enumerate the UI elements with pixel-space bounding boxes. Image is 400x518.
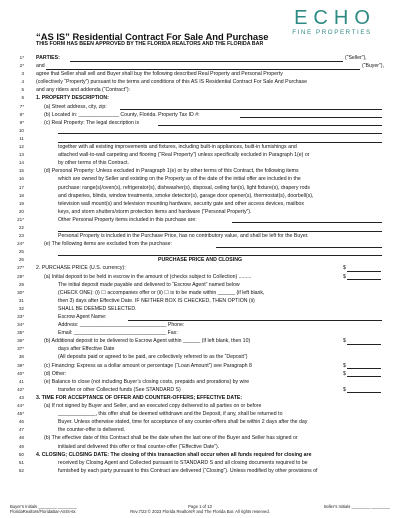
contract-line [0,297,400,305]
contract-line [0,167,400,175]
line-number: 18 [18,192,24,198]
amount-field[interactable] [343,386,383,394]
contract-line [0,451,400,459]
seller-initials: Seller’s Initials ________ ________ [323,504,390,509]
dollar-sign: $ [343,370,346,377]
line-number: 27* [17,265,24,271]
contract-line [0,208,400,216]
contract-line [0,86,400,94]
party-role-label: (“Buyer”), [362,63,384,70]
line-number: 35* [17,330,24,336]
amount-field[interactable] [343,264,383,272]
contract-line [0,94,400,102]
contract-line [0,345,400,353]
contract-line [0,386,400,394]
line-text: together with all existing improvements and fixtures, including built-in appliances, built-in furnishings and [58,144,297,151]
dollar-sign: $ [343,265,346,272]
contract-line [0,175,400,183]
contract-line [0,370,400,378]
amount-field[interactable] [343,362,383,370]
contract-line [0,78,400,86]
contract-line [0,434,400,442]
line-number: 8* [19,111,24,117]
line-number: 33* [17,314,24,319]
dollar-sign: $ [343,338,346,345]
contract-line [0,240,400,248]
contract-line [0,418,400,426]
contract-line [0,443,400,451]
line-text: and [36,63,45,70]
contract-line [0,410,400,418]
line-number: 16 [18,176,24,182]
line-number: 45* [17,411,24,417]
form-id: FloridaRealtors/FloridaBar-ASIS-6x [10,509,76,514]
line-number: 14 [18,160,24,166]
line-number: 37* [17,346,24,352]
line-number: 7* [19,103,24,109]
line-number: 44* [17,403,24,409]
contract-title: “AS IS” Residential Contract For Sale And Purchase [36,31,269,42]
line-number: 2* [19,63,24,69]
line-text: (a) Street address, city, zip: [44,103,107,110]
contract-line [0,248,400,256]
line-text: and draperies, blinds, window treatments, smoke detector(s), garage door opener(s), thermostat(s), doorbell(s), [58,192,314,199]
line-number: 26 [18,257,24,263]
line-text: (c) Real Property: The legal description is [44,119,140,126]
line-number: 36* [17,338,24,344]
contract-line [0,200,400,208]
logo-tagline: FINE PROPERTIES [292,29,372,36]
contract-line [0,103,400,111]
contract-line [0,321,400,329]
line-number: 23 [18,233,24,239]
line-text: 3. TIME FOR ACCEPTANCE OF OFFER AND COUNTER-OFFERS; EFFECTIVE DATE: [36,394,243,401]
line-text: (a) Initial deposit to be held in escrow in the amount of (checks subject to Collection) ......... [44,273,252,280]
line-number: 34* [17,322,24,328]
contract-line [0,426,400,434]
line-number: 31 [18,297,24,303]
contract-line [0,467,400,475]
buyer-initials: Buyer’s Initials ________ ________ [10,504,77,509]
line-text: Other Personal Property items included in this purchase are: [58,216,197,223]
line-number: 38 [18,354,24,360]
section-heading: PURCHASE PRICE AND CLOSING [158,257,242,264]
line-number: 11 [19,135,24,141]
contract-body [0,54,400,475]
contract-line [0,329,400,337]
line-text: days after Effective Date [58,346,115,353]
page-number: Page 1 of 13 [188,504,212,509]
contract-line [0,256,400,264]
line-number: 51 [18,459,24,465]
line-text: initialed and delivered this offer or final counter-offer (“Effective Date”). [58,443,220,450]
line-number: 50 [18,451,24,457]
contract-subtitle: THIS FORM HAS BEEN APPROVED BY THE FLORIDA REALTORS AND THE FLORIDA BAR [36,41,264,47]
dollar-sign: $ [343,386,346,393]
line-number: 21* [17,216,24,222]
line-number: 43 [18,394,24,400]
line-text: furnished by each party pursuant to this Contract are delivered (“Closing”). Unless modified by other provisions of [58,467,318,474]
dollar-sign: $ [343,362,346,369]
line-text: attached wall-to-wall carpeting and flooring (“Real Property”) unless specifically excluded in Paragraph 1(e) or [58,152,310,159]
line-number: 19 [18,200,24,206]
contract-line [0,353,400,361]
contract-line [0,337,400,345]
line-number: 1* [19,55,24,60]
line-text: transfer or other Collected funds (See STANDARD S) [58,386,181,393]
line-number: 46 [18,419,24,425]
line-number: 48 [18,435,24,441]
line-number: 28* [17,273,24,279]
contract-line [0,135,400,143]
line-text: which are owned by Seller and existing on the Property as of the date of the initial offer are included in the [58,176,301,183]
line-number: 52 [18,467,24,473]
copyright: Rev.7/23 © 2023 Florida Realtors® and The Florida Bar. All rights reserved. [130,509,270,514]
line-text: The initial deposit made payable and delivered to “Escrow Agent” named below [58,281,240,288]
contract-line [0,216,400,224]
contract-line [0,281,400,289]
line-text: agree that Seller shall sell and Buyer shall buy the following described Real Property and Personal Property [36,71,283,78]
line-number: 49 [18,443,24,449]
contract-line [0,224,400,232]
line-number: 12 [18,144,24,150]
line-number: 42* [17,386,24,392]
line-text: (d) Personal Property: Unless excluded in Paragraph 1(e) or by other terms of this Contract, the following items [44,168,299,175]
line-text: television wall mount(s) and television mounting hardware, security gate and other access devices, mailbox [58,200,304,207]
amount-field[interactable] [343,337,383,345]
brokerage-logo [286,7,378,37]
line-text: (b) Additional deposit to be delivered to Escrow Agent within ______ (if left blank, then 10) [44,338,251,345]
amount-field[interactable] [343,273,383,281]
line-text: (collectively “Property”) pursuant to the terms and conditions of this AS IS Residential Contract For Sale And Purchase [36,79,308,86]
line-text: Address: ______________________________ Phone: [58,322,185,329]
line-text: (All deposits paid or agreed to be paid, are collectively referred to as the “Deposit”) [58,354,248,361]
line-text: received by Closing Agent and Collected pursuant to STANDARD S and all closing documents required to be [58,459,308,466]
line-text: (d) Other: [44,370,67,377]
line-text: then 3) days after Effective Date. IF NEITHER BOX IS CHECKED, THEN OPTION (ii) [58,297,255,304]
contract-line [0,313,400,321]
contract-line [0,184,400,192]
contract-line [0,62,400,70]
line-number: 10 [18,127,24,133]
amount-field[interactable] [343,370,383,378]
line-number: 9* [19,119,24,125]
line-number: 5 [21,87,24,93]
line-text: (b) The effective date of this Contract shall be the date when the last one of the Buyer and Seller has signed or [44,435,298,442]
contract-line [0,151,400,159]
line-number: 40* [17,370,24,376]
contract-line [0,111,400,119]
line-number: 4 [21,79,24,85]
contract-line [0,159,400,167]
contract-line [0,127,400,135]
dollar-sign: $ [343,273,346,280]
line-number: 13 [18,152,24,158]
line-text: (e) Balance to close (not including Buyer’s closing costs, prepaids and prorations) by wire [44,378,250,385]
contract-line [0,192,400,200]
contract-line [0,264,400,272]
contract-line [0,143,400,151]
line-number: 24* [17,241,24,247]
line-text: Email: ________________________________ Fax: [58,330,178,337]
line-number: 17 [18,184,24,190]
contract-line [0,119,400,127]
line-text: SHALL BE DEEMED SELECTED. [58,305,137,312]
contract-line [0,378,400,386]
line-text: PARTIES: [36,55,60,61]
line-number: 30* [17,289,24,295]
line-text: the counter-offer is delivered. [58,427,126,434]
line-text: by other terms of this Contract. [58,160,129,167]
contract-line [0,289,400,297]
line-number: 32 [18,305,24,311]
contract-line [0,402,400,410]
line-number: 15 [18,168,24,174]
contract-line [0,459,400,467]
line-text: 1. PROPERTY DESCRIPTION: [36,95,109,102]
logo-wordmark: ECHO [294,7,376,29]
line-text: Personal Property is included in the Purchase Price, has no contributory value, and shall be left for the Buyer. [58,233,309,240]
contract-line [0,54,400,62]
line-number: 22 [18,224,24,230]
contract-line [0,362,400,370]
line-number: 39* [17,362,24,368]
line-text: (b) Located in: ______________ County, Florida. Property Tax ID #: [44,111,200,118]
contract-line [0,305,400,313]
line-number: 20 [18,208,24,214]
line-text: Escrow Agent Name: [58,314,107,320]
line-number: 47 [18,427,24,433]
line-number: 29 [18,281,24,287]
line-text: Buyer. Unless otherwise stated, time for acceptance of any counter-offers shall be within 2 days after the day [58,419,308,426]
party-role-label: (“Seller”), [345,55,367,61]
contract-line [0,232,400,240]
line-number: 41 [18,378,24,384]
line-text: purchase: range(s)/oven(s), refrigerator(s), dishwasher(s), disposal, ceiling fan(s), light fixture(s), drapery rods [58,184,310,191]
line-text: (CHECK ONE): (i) ☐ accompanies offer or (ii) ☐ is to be made within ______ (if left blank, [58,289,265,296]
line-text: 4. CLOSING; CLOSING DATE: The closing of this transaction shall occur when all funds required for closing are [36,451,312,458]
line-number: 3 [21,71,24,77]
line-text: (a) If not signed by Buyer and Seller, and an executed copy delivered to all parties on or before [44,403,262,410]
line-text: keys, and storm shutters/storm protection items and hardware (“Personal Property”). [58,208,252,215]
line-text: _____________, this offer shall be deemed withdrawn and the Deposit, if any, shall be returned to [58,411,283,418]
line-text: 2. PURCHASE PRICE (U.S. currency): [36,265,126,272]
line-number: 6 [21,95,24,101]
line-text: and any riders and addenda (“Contract”): [36,87,131,94]
contract-line [0,70,400,78]
line-text: (c) Financing: Express as a dollar amount or percentage (“Loan Amount”) see Paragraph 8 [44,362,252,369]
contract-line [0,394,400,402]
line-number: 25 [18,249,24,255]
line-text: (e) The following items are excluded from the purchase: [44,241,172,248]
contract-line [0,273,400,281]
